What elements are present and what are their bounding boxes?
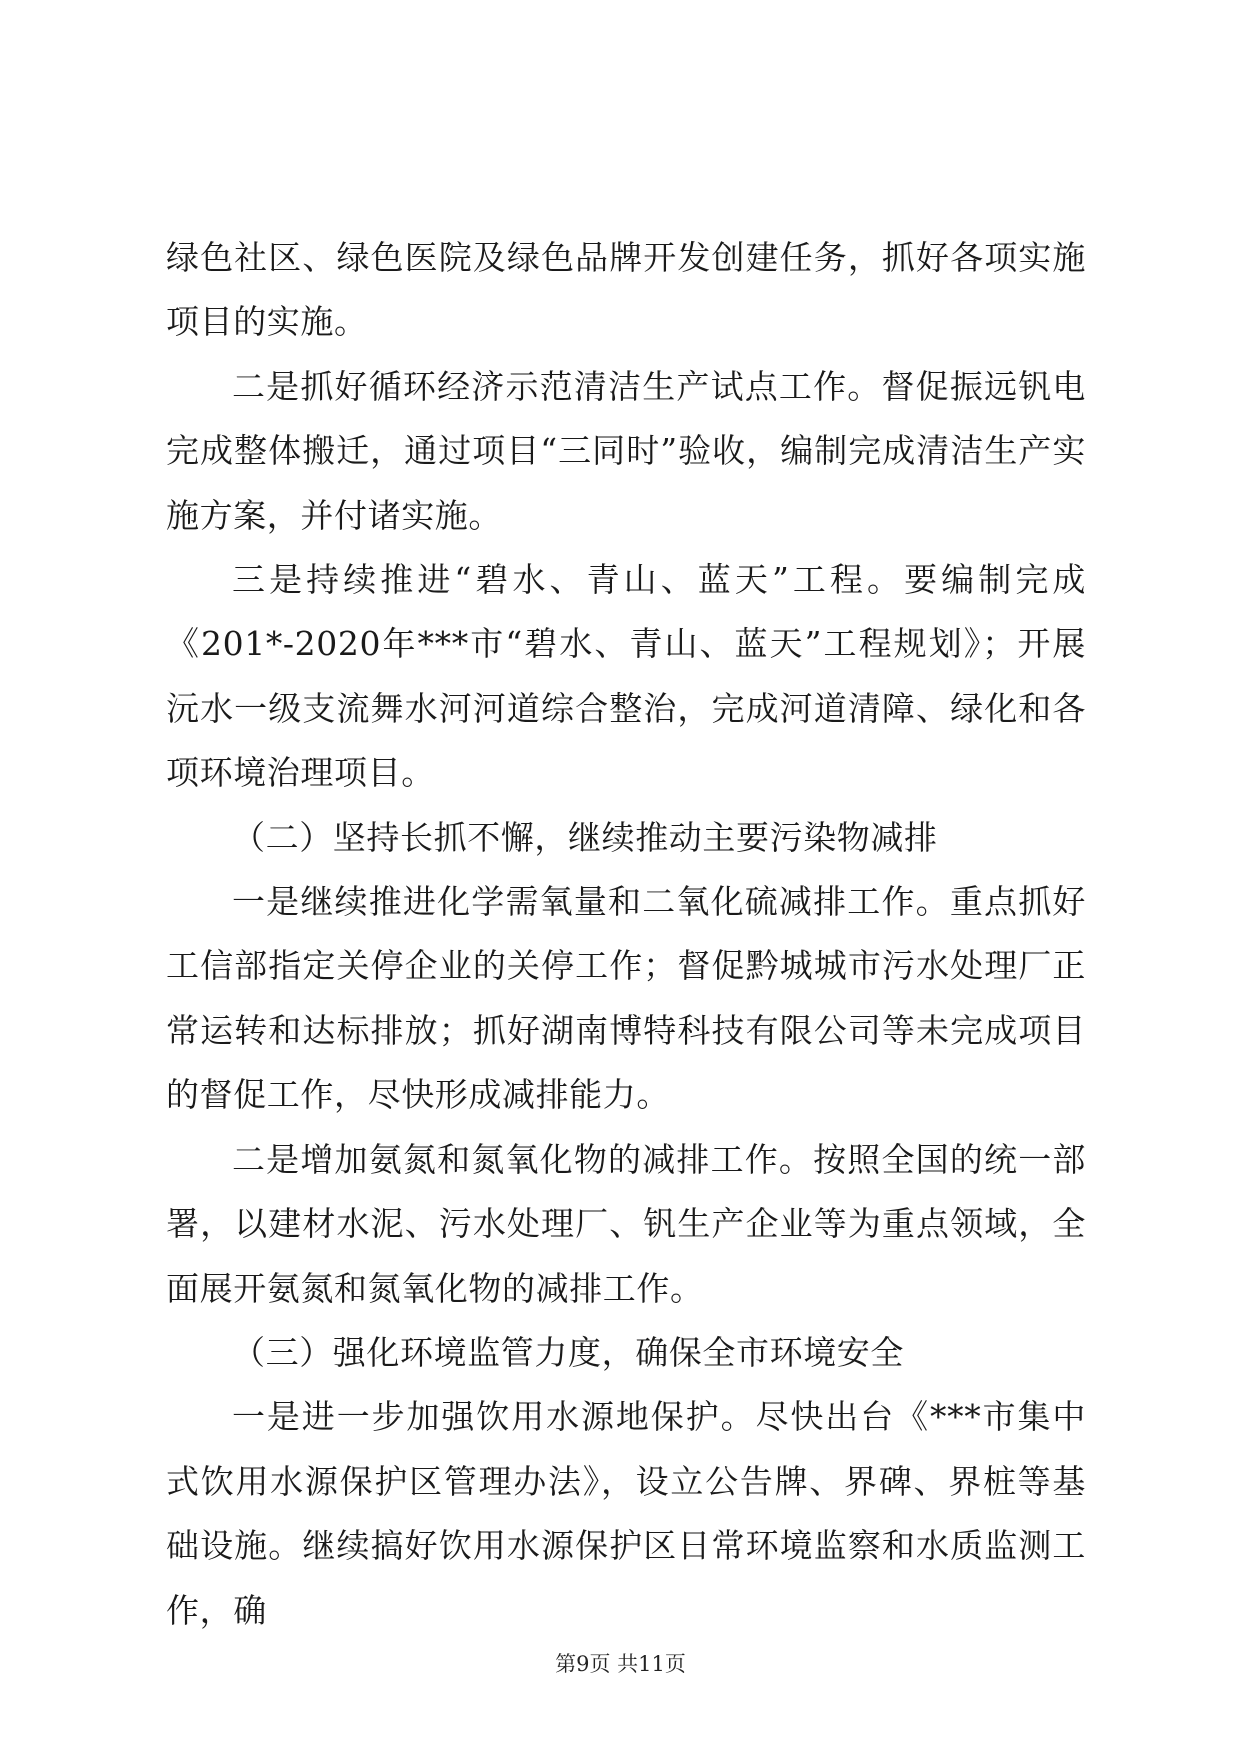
paragraph-ammonia-nox: 二是增加氨氮和氮氧化物的减排工作。按照全国的统一部署，以建材水泥、污水处理厂、钒生产企业等为重点领域，全面展开氨氮和氮氧化物的减排工作。 [166, 1139, 1086, 1308]
paragraph-continuation: 绿色社区、绿色医院及绿色品牌开发创建任务，抓好各项实施项目的实施。 [166, 238, 1086, 342]
section-heading-emission-reduction: （二）坚持长抓不懈，继续推动主要污染物减排 [232, 817, 938, 857]
section-heading-environment-supervision: （三）强化环境监管力度，确保全市环境安全 [232, 1332, 904, 1372]
page-footer [0, 1649, 1241, 1679]
paragraph-clean-production: 二是抓好循环经济示范清洁生产试点工作。督促振远钒电完成整体搬迁，通过项目“三同时”验收，编制完成清洁生产实施方案，并付诸实施。 [166, 366, 1086, 535]
paragraph-cod-so2: 一是继续推进化学需氧量和二氧化硫减排工作。重点抓好工信部指定关停企业的关停工作；督促黔城城市污水处理厂正常运转和达标排放；抓好湖南博特科技有限公司等未完成项目的督促工作，尽快形成减排能力。 [166, 882, 1086, 1115]
document-body [166, 226, 1086, 1643]
page-number-label: 第9页 共11页 [555, 1652, 686, 1676]
paragraph-green-project: 三是持续推进“碧水、青山、蓝天”工程。要编制完成《201*-2020年***市“碧水、青山、蓝天”工程规划》；开展沅水一级支流舞水河河道综合整治，完成河道清障、绿化和各项环境治理项目。 [166, 560, 1086, 793]
paragraph-drinking-water: 一是进一步加强饮用水源地保护。尽快出台《***市集中式饮用水源保护区管理办法》，设立公告牌、界碑、界桩等基础设施。继续搞好饮用水源保护区日常环境监察和水质监测工作，确 [166, 1397, 1086, 1630]
